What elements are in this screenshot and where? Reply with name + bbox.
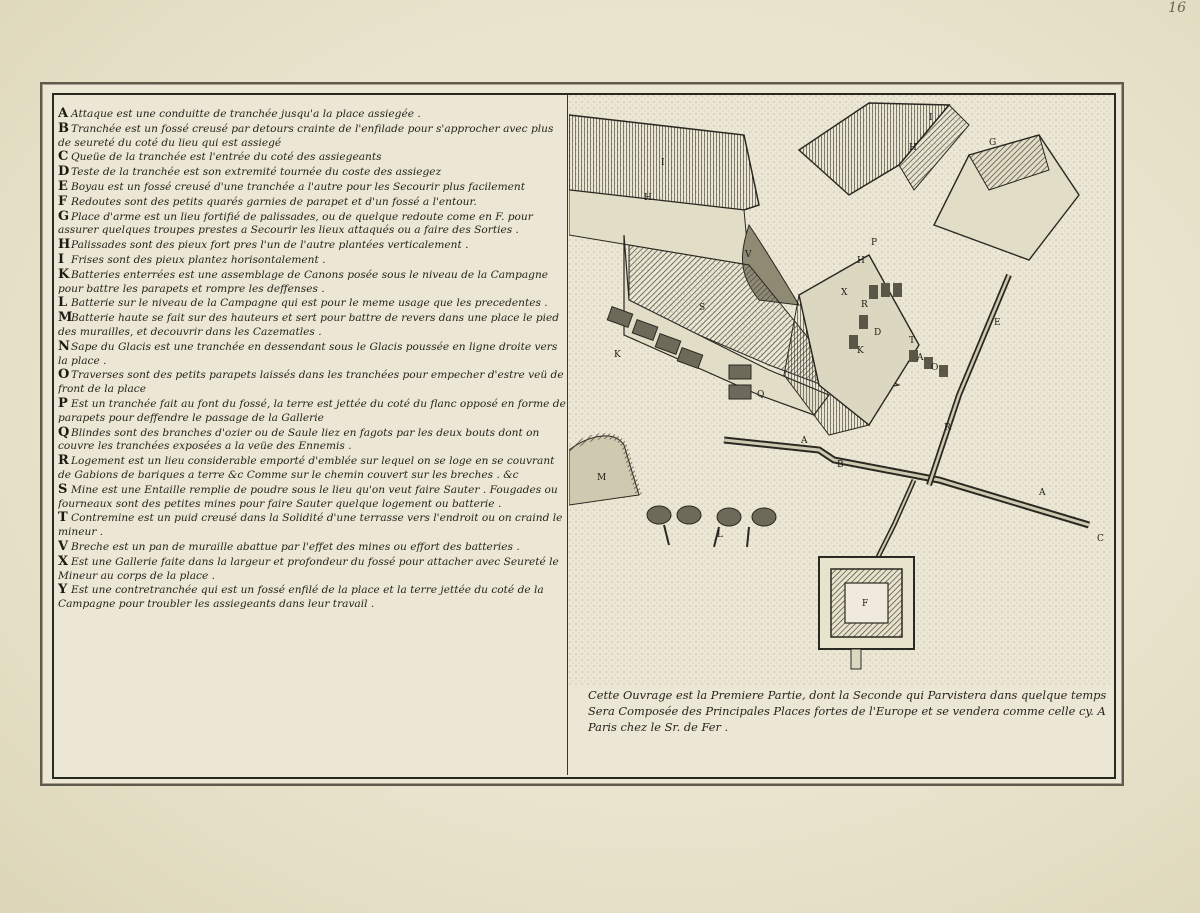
siege-map (569, 95, 1110, 775)
legend-text: Frises sont des pieux plantez horisontalement . (71, 253, 326, 266)
legend-entry-c (58, 150, 568, 165)
legend-text: Batteries enterrées est une assemblage de Canons posée sous le niveau de la Campagne pour battre les parapets et rompre les deffenses . (58, 268, 549, 295)
legend-entry-i (58, 253, 568, 268)
legend-text: Blindes sont des branches d'ozier ou de Saule liez en fagots par les deux bouts dont on couvre les tranchées exposées a la veüe des Ennemis . (58, 426, 540, 453)
map-label-x: X (841, 288, 848, 298)
map-label-h-bastion: H (909, 143, 917, 153)
legend-entry-t (58, 511, 568, 540)
legend-entry-r (58, 454, 568, 483)
legend-letter: F (58, 193, 68, 209)
map-label-b: B (837, 460, 844, 470)
legend-text: Mine est une Entaille remplie de poudre sous le lieu qu'on veut faire Sauter . Fougades ou fourneaux sont des petites mines pour faire Sauter quelque logement ou batterie . (58, 483, 558, 510)
legend (58, 107, 568, 767)
legend-entry-o (58, 368, 568, 397)
legend-letter: E (58, 178, 68, 194)
legend-entry-m (58, 311, 568, 340)
legend-text: Sape du Glacis est une tranchée en dessendant sous le Glacis poussée en ligne droite vers la place . (58, 340, 558, 367)
legend-text: Logement est un lieu considerable emporté d'emblée sur lequel on se loge en se couvrant de Gabions de bariques a terre &c Comme sur le chemin couvert sur les breches . &c (58, 455, 555, 481)
legend-letter: Q (58, 424, 70, 440)
legend-letter: H (58, 237, 71, 253)
legend-entry-x (58, 555, 568, 584)
map-label-f: F (862, 599, 869, 609)
map-label-g: G (989, 138, 997, 148)
map-label-l: L (717, 530, 723, 540)
map-label-a-center: A (917, 353, 924, 363)
legend-text: Palissades sont des pieux fort pres l'un de l'autre plantées verticalement . (71, 239, 469, 252)
map-label-r: R (861, 300, 868, 310)
legend-entry-v (58, 540, 568, 555)
legend-letter: V (58, 538, 69, 554)
legend-entry-f (58, 195, 568, 210)
legend-text: Teste de la tranchée est son extremité tournée du coste des assiegez (71, 166, 442, 179)
page-number: 16 (1168, 0, 1186, 16)
legend-entry-p (58, 397, 568, 426)
legend-letter: B (58, 120, 69, 136)
map-label-r-lower: R (944, 423, 951, 433)
map-label-m: M (597, 473, 607, 483)
legend-entry-b (58, 122, 568, 151)
legend-entry-n (58, 340, 568, 369)
legend-letter: T (58, 510, 68, 526)
legend-letter: S (58, 481, 68, 497)
legend-letter: R (58, 453, 69, 469)
legend-entry-y (58, 583, 568, 612)
legend-text: Est un tranchée fait au font du fossé, la terre est jettée du coté du flanc opposé en forme de parapets pour deffendre le passage de la Gallerie (58, 397, 566, 424)
legend-entry-d (58, 165, 568, 180)
map-label-k-battery: K (614, 350, 621, 360)
legend-text: Breche est un pan de muraille abattue par l'effet des mines ou effort des batteries . (71, 540, 520, 553)
legend-letter: P (58, 395, 68, 411)
map-label-c: C (1097, 534, 1104, 544)
legend-entry-g (58, 210, 568, 239)
map-label-q: Q (757, 390, 765, 400)
legend-letter: K (58, 266, 70, 282)
legend-text: Place d'arme est un lieu fortifié de palissades, ou de quelque redoute come en F. pour assurer quelques troupes prestes a Secourir les lieux attaqués ou a faire des Sorties . (58, 210, 533, 237)
legend-letter: G (58, 208, 70, 224)
map-label-h-inner: H (857, 256, 865, 266)
map-label-i-wall: I (661, 158, 665, 168)
legend-letter: O (58, 367, 70, 383)
legend-text: Est une Gallerie faite dans la largeur et profondeur du fossé pour attacher avec Seureté le Mineur au corps de la place . (58, 555, 559, 582)
legend-text: Contremine est un puid creusé dans la Solidité d'une terrasse vers l'endroit ou on craind le mineur . (58, 512, 563, 539)
legend-letter: L (58, 295, 68, 311)
legend-letter: A (58, 107, 69, 121)
legend-text: Batterie haute se fait sur des hauteurs et sert pour battre de revers dans une place le pied des murailles, et decouvrir dans les Cazematles . (58, 312, 560, 338)
legend-text: Est une contretranchée qui est un fossé enfilé de la place et la terre jettée du coté de la Campagne pour troubler les assiegeants dans leur travail . (58, 584, 544, 611)
legend-text: Redoutes sont des petits quarés garnies de parapet et d'un fossé a l'entour. (71, 195, 477, 208)
legend-entry-h (58, 238, 568, 253)
plate-caption: Cette Ouvrage est la Premiere Partie, dont la Seconde qui Parvistera dans quelque temps Sera Composée des Principales Places fortes de l'Europe et se vendera comme celle cy. A Paris chez le Sr. de Fer . (588, 688, 1107, 734)
map-label-t: T (909, 336, 916, 346)
map-label-a-trench: A (801, 436, 808, 446)
map-label-i-bastion: I (929, 113, 933, 123)
legend-letter: X (58, 553, 69, 569)
map-label-v: V (745, 250, 752, 260)
map-label-k-inner: K (857, 346, 864, 356)
map-label-e: E (994, 318, 1001, 328)
legend-letter: I (58, 251, 65, 267)
legend-entry-q (58, 426, 568, 455)
legend-letter: D (58, 164, 70, 180)
map-label-a-right: A (1039, 488, 1046, 498)
legend-entry-s (58, 483, 568, 512)
legend-entry-l (58, 296, 568, 311)
legend-letter: Y (58, 582, 68, 598)
legend-entry-a (58, 107, 568, 122)
legend-text: Queüe de la tranchée est l'entrée du coté des assiegeants (71, 151, 382, 164)
map-label-d: D (874, 328, 882, 338)
legend-text: Batterie sur le niveau de la Campagne qui est pour le meme usage que les precedentes . (71, 297, 548, 310)
legend-entry-k (58, 268, 568, 297)
siege-map-drawing (569, 95, 1110, 775)
legend-letter: C (58, 149, 69, 165)
legend-entry-e (58, 180, 568, 195)
legend-text: Traverses sont des petits parapets laissés dans les tranchées pour empecher d'estre veü de front de la place (58, 369, 564, 396)
legend-letter: M (58, 310, 73, 326)
legend-text: Tranchée est un fossé creusé par detours crainte de l'enfilade pour s'approcher avec plus de seureté du coté du lieu qui est assiegé (58, 122, 554, 149)
legend-text: Attaque est une conduitte de tranchée jusqu'a la place assiegée . (71, 108, 421, 120)
map-label-p: P (871, 238, 878, 248)
map-label-o: O (931, 363, 939, 373)
map-label-h-wall: H (644, 193, 652, 203)
legend-letter: N (58, 338, 70, 354)
legend-text: Boyau est un fossé creusé d'une tranchée a l'autre pour les Secourir plus facilement (71, 180, 525, 193)
map-label-s: S (699, 303, 706, 313)
